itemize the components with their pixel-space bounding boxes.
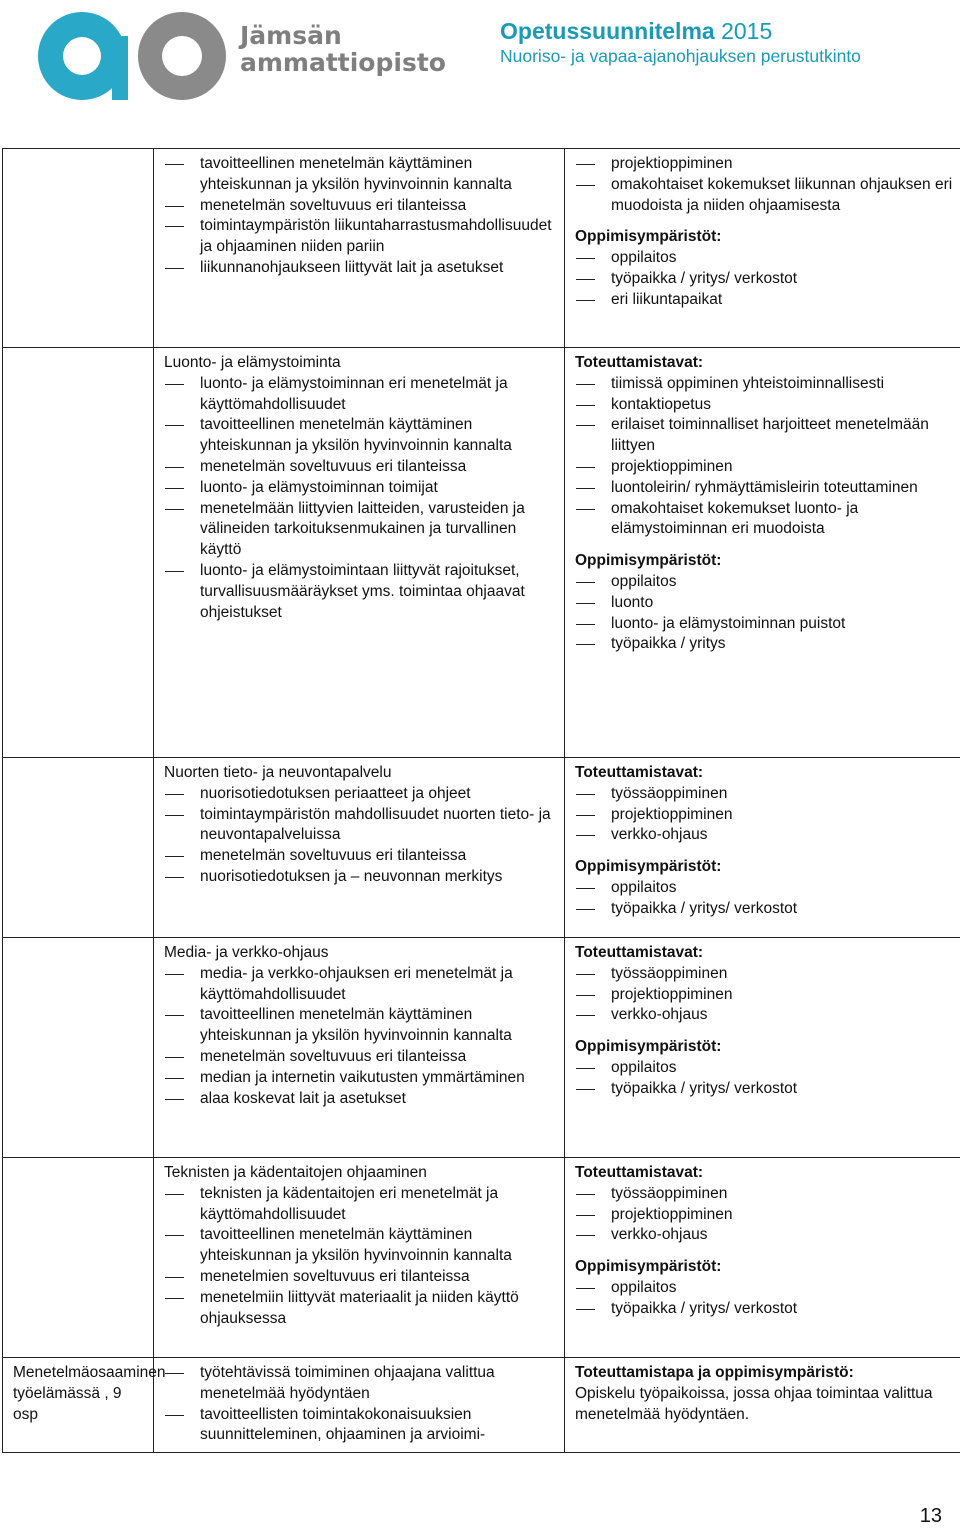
list-item: projektioppiminen — [575, 154, 960, 175]
table-cell-content — [154, 348, 565, 758]
section-title: Teknisten ja kädentaitojen ohjaaminen — [164, 1164, 427, 1181]
environments-heading: Oppimisympäristöt: — [575, 1258, 722, 1276]
list-item: työpaikka / yritys/ verkostot — [575, 1299, 960, 1320]
list-item: työtehtävissä toimiminen ohjaajana valittua menetelmää hyödyntäen — [164, 1363, 556, 1405]
list-item: alaa koskevat lait ja asetukset — [164, 1089, 556, 1110]
methods-description: Opiskelu työpaikoissa, jossa ohjaa toimintaa valittua menetelmää hyödyntäen. — [575, 1384, 933, 1423]
environments-list — [575, 1058, 960, 1100]
list-item: tavoitteellinen menetelmän käyttäminen yhteiskunnan ja yksilön hyvinvoinnin kannalta — [164, 1005, 556, 1047]
module-name: Menetelmäosaaminen työelämässä , 9 osp — [13, 1364, 166, 1423]
list-item: median ja internetin vaikutusten ymmärtäminen — [164, 1068, 556, 1089]
list-item: nuorisotiedotuksen periaatteet ja ohjeet — [164, 784, 556, 805]
list-item: verkko-ohjaus — [575, 1005, 960, 1026]
list-item: teknisten ja kädentaitojen eri menetelmät ja käyttömahdollisuudet — [164, 1184, 556, 1226]
list-item: tavoitteellinen menetelmän käyttäminen yhteiskunnan ja yksilön hyvinvoinnin kannalta — [164, 1225, 556, 1267]
list-item: erilaiset toiminnalliset harjoitteet menetelmään liittyen — [575, 415, 960, 457]
content-list — [164, 374, 556, 624]
table-cell-content — [154, 938, 565, 1158]
table-row — [3, 758, 960, 938]
list-item: työpaikka / yritys — [575, 634, 960, 655]
document-subtitle: Nuoriso- ja vapaa-ajanohjauksen perustutkinto — [500, 46, 861, 66]
list-item: projektioppiminen — [575, 985, 960, 1006]
list-item: luonto- ja elämystoiminnan puistot — [575, 614, 960, 635]
document-title-block — [500, 17, 930, 67]
list-item: työpaikka / yritys/ verkostot — [575, 269, 960, 290]
list-item: oppilaitos — [575, 1058, 960, 1079]
list-item: oppilaitos — [575, 878, 960, 899]
section-title: Luonto- ja elämystoiminta — [164, 354, 341, 371]
list-item: nuorisotiedotuksen ja – neuvonnan merkitys — [164, 867, 556, 888]
list-item: eri liikuntapaikat — [575, 290, 960, 311]
table-row — [3, 348, 960, 758]
document-title-main: Opetussuunnitelma — [500, 18, 715, 44]
table-cell-methods — [565, 1158, 960, 1358]
table-cell-content — [154, 1358, 565, 1453]
list-item: menetelmän soveltuvuus eri tilanteissa — [164, 1047, 556, 1068]
content-list — [164, 1363, 556, 1446]
table-cell-methods — [565, 348, 960, 758]
table-cell-content — [154, 1158, 565, 1358]
content-list — [164, 1184, 556, 1330]
content-list — [164, 784, 556, 888]
list-item: toimintaympäristön liikuntaharrastusmahdollisuudet ja ohjaaminen niiden pariin — [164, 216, 556, 258]
document-title-year: 2015 — [721, 18, 773, 44]
list-item: toimintaympäristön mahdollisuudet nuorten tieto- ja neuvontapalveluissa — [164, 805, 556, 847]
methods-heading: Toteuttamistavat: — [575, 354, 704, 371]
list-item: menetelmän soveltuvuus eri tilanteissa — [164, 846, 556, 867]
environments-list — [575, 878, 960, 920]
list-item: media- ja verkko-ohjauksen eri menetelmät ja käyttömahdollisuudet — [164, 964, 556, 1006]
table-cell-module — [3, 348, 154, 758]
logo-line-1: Jämsän — [240, 21, 342, 50]
table-cell-methods — [565, 149, 960, 348]
list-item: liikunnanohjaukseen liittyvät lait ja asetukset — [164, 258, 556, 279]
methods-heading: Toteuttamistavat: — [575, 1164, 704, 1181]
methods-list — [575, 964, 960, 1026]
list-item: omakohtaiset kokemukset luonto- ja elämystoiminnan eri muodoista — [575, 499, 960, 541]
table-cell-methods — [565, 758, 960, 938]
list-item: työssäoppiminen — [575, 784, 960, 805]
table-row — [3, 1158, 960, 1358]
methods-heading: Toteuttamistavat: — [575, 944, 704, 961]
table-cell-content — [154, 149, 565, 348]
table-cell-methods — [565, 1358, 960, 1453]
list-item: tavoitteellinen menetelmän käyttäminen yhteiskunnan ja yksilön hyvinvoinnin kannalta — [164, 415, 556, 457]
page-number: 13 — [919, 1505, 942, 1527]
table-cell-module — [3, 758, 154, 938]
list-item: työssäoppiminen — [575, 1184, 960, 1205]
list-item: kontaktiopetus — [575, 395, 960, 416]
list-item: luontoleirin/ ryhmäyttämisleirin toteuttaminen — [575, 478, 960, 499]
logo-wordmark — [240, 22, 446, 76]
table-cell-content — [154, 758, 565, 938]
methods-list — [575, 1184, 960, 1246]
list-item: omakohtaiset kokemukset liikunnan ohjauksen eri muodoista ja niiden ohjaamisesta — [575, 175, 960, 217]
table-cell-methods — [565, 938, 960, 1158]
list-item: tavoitteellisten toimintakokonaisuuksien suunnitteleminen, ohjaaminen ja arvioimi- — [164, 1405, 556, 1447]
list-item: luonto — [575, 593, 960, 614]
content-list — [164, 964, 556, 1110]
list-item: työssäoppiminen — [575, 964, 960, 985]
list-item: luonto- ja elämystoiminnan toimijat — [164, 478, 556, 499]
list-item: luonto- ja elämystoimintaan liittyvät rajoitukset, turvallisuusmääräykset yms. toimintaa ohjaavat ohjeistukset — [164, 561, 556, 623]
environments-heading: Oppimisympäristöt: — [575, 858, 722, 876]
environments-heading: Oppimisympäristöt: — [575, 1038, 722, 1056]
environments-list — [575, 572, 960, 655]
list-item: luonto- ja elämystoiminnan eri menetelmät ja käyttömahdollisuudet — [164, 374, 556, 416]
content-list — [164, 154, 556, 279]
list-item: työpaikka / yritys/ verkostot — [575, 1079, 960, 1100]
list-item: verkko-ohjaus — [575, 825, 960, 846]
list-item: työpaikka / yritys/ verkostot — [575, 899, 960, 920]
environments-list — [575, 248, 960, 310]
methods-list — [575, 784, 960, 846]
list-item: oppilaitos — [575, 572, 960, 593]
list-item: projektioppiminen — [575, 1205, 960, 1226]
table-cell-module — [3, 149, 154, 348]
table-cell-module — [3, 1358, 166, 1453]
methods-list — [575, 374, 960, 540]
list-item: oppilaitos — [575, 1278, 960, 1299]
curriculum-table — [2, 148, 960, 1453]
methods-list — [575, 154, 960, 216]
list-item: projektioppiminen — [575, 457, 960, 478]
list-item: menetelmiin liittyvät materiaalit ja niiden käyttö ohjauksessa — [164, 1288, 556, 1330]
table-cell-module — [3, 938, 154, 1158]
list-item: verkko-ohjaus — [575, 1225, 960, 1246]
section-title: Nuorten tieto- ja neuvontapalvelu — [164, 764, 392, 781]
environments-heading: Oppimisympäristöt: — [575, 228, 722, 246]
methods-heading: Toteuttamistavat: — [575, 764, 704, 781]
section-title: Media- ja verkko-ohjaus — [164, 944, 329, 961]
table-row — [3, 1358, 960, 1453]
list-item: menetelmien soveltuvuus eri tilanteissa — [164, 1267, 556, 1288]
environments-list — [575, 1278, 960, 1320]
page-header — [0, 0, 960, 110]
list-item: menetelmään liittyvien laitteiden, varusteiden ja välineiden tarkoituksenmukainen ja turvallinen käyttö — [164, 499, 556, 561]
list-item: menetelmän soveltuvuus eri tilanteissa — [164, 457, 556, 478]
document-title — [500, 17, 930, 45]
list-item: tavoitteellinen menetelmän käyttäminen yhteiskunnan ja yksilön hyvinvoinnin kannalta — [164, 154, 556, 196]
list-item: tiimissä oppiminen yhteistoiminnallisesti — [575, 374, 960, 395]
environments-heading: Oppimisympäristöt: — [575, 552, 722, 570]
table-row — [3, 149, 960, 348]
table-cell-module — [3, 1158, 154, 1358]
list-item: projektioppiminen — [575, 805, 960, 826]
methods-heading: Toteuttamistapa ja oppimisympäristö: — [575, 1364, 854, 1381]
logo-line-2: ammattiopisto — [240, 48, 446, 77]
table-row — [3, 938, 960, 1158]
list-item: menetelmän soveltuvuus eri tilanteissa — [164, 196, 556, 217]
list-item: oppilaitos — [575, 248, 960, 269]
